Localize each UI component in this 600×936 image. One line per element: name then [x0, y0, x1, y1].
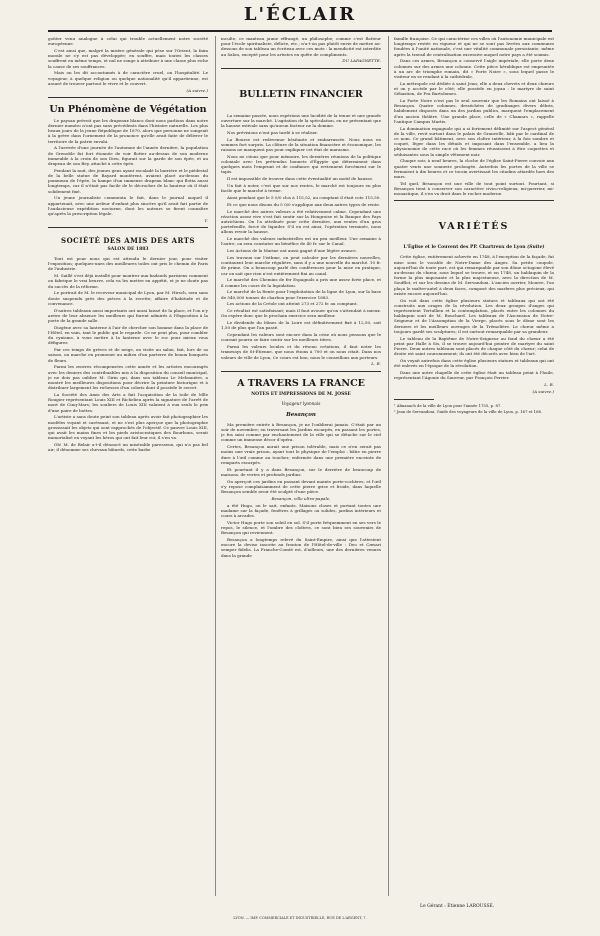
- paragraph: Il est impossible de trouver dans cette éventualité un motif de hausse.: [227, 176, 374, 182]
- paragraph: Tout est pour nous qui est attendu le dernier jour, pour visiter l'exposition; quelques-unes des meilleures toiles ont pris le chemin de Paris de l'industrie.: [48, 256, 208, 272]
- divider: [48, 227, 208, 228]
- paragraph: C'est ainsi que, malgré la misère générale qui pèse sur l'Orient, la faim morale ne s'y est pas développée; en souffre, mais toutes les classes souffrent en même temps, et nul ne songe à attribuer à une classe plus riche la cause de ses souffrances.: [48, 48, 208, 69]
- paragraph: Le marché des autres valeurs a été relativement calme. Cependant une réaction assez vive s'est fait sentir sur la Hongroise et la Banque des Pays autrichiens. On l'a attribuée pour cette dernière, aux ventes d'un gros portefeuille, forcé de liquider. S'il en est ainsi, l'opération terminée, nous allons revoir la hausse.: [221, 208, 381, 235]
- section-title-text: L'Église et le Couvent des PP. Chartreux de Lyon: [403, 245, 526, 251]
- paragraph: Les Actions de la Marine ont aussi gagné d'une légère avance.: [227, 248, 357, 254]
- section-note: (Suite): [527, 245, 545, 251]
- article-title: A TRAVERS LA FRANCE: [237, 377, 365, 389]
- article-title: VARIÉTÉS: [438, 221, 510, 233]
- article-subtitle: NOTES ET IMPRESSIONS DE M. JOSSE: [251, 391, 351, 397]
- paragraph: Parmi les valeurs locales et du réseau créations, il faut noter les tramways de St-Étienne, que nous étions à 700 et on nous citait. Dans nos valeurs de ville de Lyon, Ce cours est bon, nous le conseillons aux porteurs.: [221, 344, 381, 360]
- column-2: [221, 36, 381, 896]
- signature: DU LAPAGNETTE.: [342, 58, 381, 64]
- paragraph: inculte, ce manteau jaune effrangé, un philosophe; comme c'est flatteur pour l'école spiritualiste, délicte, etc.; n'a-t-on pas plutôt envie de mettre au-dessous de son tableau un écriteau avec ces mots : la mendicité est interdite au Salon, excepté pour les artistes en quête de compliments.: [221, 36, 381, 57]
- paragraph: Le portrait de M. le receveur municipal de Lyon, par M. Hirsch, sera sans doute suspendu près des pièces à la recette; affaire d'habitude et de convenance.: [48, 290, 208, 306]
- paragraph: Par ces temps de grèves et de neige, on visite au salon, fait, lors de sa saison, on marche en promener au milieu d'un parterre de beaux bouquets de fleurs.: [48, 347, 208, 363]
- paragraph: Un fait à noter, c'est que sur nos rentes, le marché est toujours en plus facile que le marché à terme.: [221, 183, 381, 194]
- gerant-line: Le Gérant : Étienne LAROUSSE.: [420, 904, 495, 909]
- paragraph: Nos prévisions n'ont pas tardé à se réaliser.: [227, 129, 318, 135]
- paragraph: Le tableau de la Baptême de Notre-Seigneur au fond du chœur a été peint par Halle à Sis, il se trouve aujourd'hui peintre de martyre du saint Pierre. Deux autres tableaux sont placés de chaque côté du chœur; celui de droite est saint couronnement; ils ont été décorés avec bien de l'art.: [394, 335, 554, 357]
- paragraph: La Porte Noire n'est pas le seul souvenir que les Romains ont laissé à Besançon. Quatre colonnes, desséchées de gradinages divers débris, habilement disposés dans un des jardins publics, marquent l'emplacement d'un ancien théâtre. Une grande place, celle de « Chamars », rappelle l'antique Campus Martis.: [394, 98, 554, 124]
- paragraph: Victor Hugo porte son soleil en sol. S'il porte fréquemment en ses vers le repos, le silence, et l'ombre des cloîtres, ce sont bien ses souvenirs de Besançon qui reviennent.: [221, 519, 381, 536]
- paragraph: Parmi les œuvres récompensées cette année et les artistes encouragés avec les deniers des contribuables mis à la disposition du conseil municipal, je ne dois pas oublier M. Girin qui, dans son tableau Le Melonnière, a montré les meilleures dispositions pour décrire la peinture historique et à distribuer largement les richesses d'un coloris dont il possède le secret.: [48, 364, 208, 391]
- paragraph: Un jeune journaliste commenta le fait, dans le journal auquel il appartenait, avec une ardeur d'enfant plus sincère qu'il avait fait partie de l'audacieuse expédition nocturne, dont les auteurs se firent connaître qu'après la prescription légale.: [48, 195, 208, 217]
- paragraph-centered: Besançon, ville ultra-papale,: [271, 495, 331, 501]
- divider: [221, 68, 381, 69]
- article-subtitle: SALON DE 1883: [107, 247, 149, 253]
- paragraph: Ma première entrée à Besançon, je ne l'oublierai jamais. C'était par un soir de novembre; en traversant les Jardins escarpés, en passant les portes, je fus saisi comme par enchantement de la ville qui se détache sur le ciel comme un immense décor d'opéra.: [221, 421, 381, 443]
- paragraph: Cependant les valeurs sont encore dans la crise où nous pensons que le courant pourra se faire sentir sur les meilleurs titres.: [221, 332, 381, 343]
- paragraph: Le marché des Chemins de fer Espagnols a pris une assez forte place, et il comme les cours de la liquidation.: [221, 277, 381, 288]
- paragraph: La métropole est dédiée à saint Jean; elle a deux chevets et deux chœurs et on y accède par le côté; elle possède en joyau : le martyre de saint Sébastien, de Fra Bartolomeo.: [394, 80, 554, 97]
- paragraph: Ce résultat est satisfaisant; mais il faut avouer qu'on s'attendait à mieux. On espère donc que le prochain exercice sera meilleur.: [221, 308, 381, 319]
- column-1: [48, 36, 208, 896]
- paragraph: goûter venu analogue à celui qui trouble actuellement notre société européenne.: [48, 36, 208, 47]
- section-title: [394, 245, 554, 251]
- signature: (A suivre.): [186, 87, 208, 93]
- paragraph: Cette église, entièrement achevée en 1748, à l'exception de la façade, fut mise sous le vocable de Notre-Dame des Anges. Sa petite coupole, aujourd'hui de toute part, est qui remarquable par son dôme octogone élevé au-dessus du chœur, sous lequel se trouve, et en 1748, un baldaquin de la forme la plus imposante et la plus majestueuse, avec la direction de M. Soufflot, et sur les dessins de M. Servandoni. L'ancien ouvrier, Mourre, l'on plaça le maître-autel à deux faces, composé des marbres plus précieux, qui existe encore aujourd'hui.: [394, 254, 554, 296]
- article-byline: Voyageur lyonnais: [281, 400, 321, 406]
- paragraph: Le dividende du Mines de la Loire est définitivement fixé à 12,50, soit 1,50 de plus que l'an passé.: [221, 320, 381, 331]
- paragraph: La Société des Amis des Arts a fait l'acquisition de la toile de Mlle Rougier représentant Louis XIII et Richelieu après la signature de l'arrêt de mort de Cinq-Mars; les souliers de Louis XIII valaient à eux seuls le prix d'une paire de bottes.: [48, 392, 208, 413]
- section-title: Besançon: [286, 411, 316, 418]
- footnote-rule: [394, 399, 434, 400]
- paragraph: L'artiste a sans doute peint son tableau après avoir fait photographier les modèles voyant et caréssant, et ne s'est plus aperçue que la photographie grossissait les objets qui sont rapprochés de l'objectif. Ce pauvre Louis XIII, qui avait les mains fines et les pieds aristocratiques des Bourbons, serait immortalisé en voyant les héros qui ont fait leur roi; il s'en va.: [48, 414, 208, 441]
- column-separator: [215, 36, 216, 896]
- paragraph: Mais on les dit accoutumés à de caractère cruel, on l'hospitalité. Le voyageur, à quelque religion ou quelque nationalité qu'il appartienne, est assuré de trouver partout le vivre et le couvert.: [48, 70, 208, 86]
- paragraph: Diogène avec sa lanterne à l'air de chercher son homme dans la place de l'Hôtel, en vain, tant le public qui le regarde. Ce ne peut plus, pour combler du cynisme, à vous mettre à la lanterne avec le roc pour mieux vous défigurer.: [48, 324, 208, 346]
- divider: [394, 200, 554, 201]
- article-title: SOCIÉTÉ DES AMIS DES ARTS: [61, 236, 195, 246]
- paragraph: Et ce que nous disons du 5 0/0 s'applique aux deux autres types de rente.: [227, 201, 381, 207]
- signature: L. R.: [371, 361, 381, 367]
- article-title: Un Phénomène de Végétation: [49, 103, 207, 115]
- paragraph: La domination espagnole qui a si fortement délimité sur l'aspect général de la ville, revit surtout dans le palais de Granvelle, bâti par le cardinal de ce nom. Ce grand bâtiment, avec son cloître intérieur, à la fois sombre et coquet, lèger dans les détails et imposant dans l'ensemble, a lieu la physionomie de cette race où les femmes réussissent à être coquettes et séduisantes sous la simple vêtement noir.: [394, 125, 554, 157]
- column-3: [394, 36, 554, 896]
- paragraph: La Bourse est redevenue hésitante et embarrassée. Nous nous en sommes fort surpris. La clôture de la situation financière et économique, les raisons ne manquent pas pour expliquer cet état de marasme.: [221, 136, 381, 153]
- paragraph: Oh! M. de Belair a-t-il dénoncé un misérable paresseux, qui n'a pas bel air; il dénomme ses chevaux bâtards, cette barbe: [48, 442, 208, 453]
- paragraph: Besançon a longtemps relevé du Saint-Empire, ainsi que l'attestent encore la devise inscrite au fronton de l'Hôtel-de-ville : Deo et Cæsari semper fidelis. La Franche-Comté est, d'ailleurs, une des dernières venues dans la grande: [221, 537, 381, 558]
- paragraph: famille française. Ce qui caractérise ces villes où l'autonomie municipale est longtemps restée en vigueur et qui ne se sont pas livrées aux communes fondées à l'unité nationale, c'est une vitalité communale persistante, même après la travail de centralisation excessive auquel notre pays a été soumis.: [394, 36, 554, 57]
- paragraph: M. Saillé s'est déjà installé pour montrer aux badauds parisiens comment on fabrique le vrai beurre, cela va les mettre en appétit, et je ne doute pas du succès de la réforme.: [48, 273, 208, 289]
- divider: [48, 97, 208, 98]
- divider: [221, 371, 381, 372]
- paragraph: a été Hugo, on le sait, enfants. Maisons closes et portant toutes une madame sur la façade, fenêtres à grillages ou solides, jardins intérieurs et cours à arcades.: [221, 502, 381, 519]
- paragraph: Le marché des valeurs industrielles est un peu meilleur. Une semaine à l'autre, on sera constater un bénéfice de 40 fr. sur le Canal.: [221, 236, 381, 247]
- column-separator: [388, 36, 389, 896]
- paragraph: Les travaux sur l'isthme, on peut calculer par les dernières nouvelles, continuent leur marche régulière, sans il y a une nouvelle du marché. 10 fr. de prime. On a beaucoup parlé des conférences pour la mise en pratique, car on sait que rien n'est entièrement fini au canal.: [221, 255, 381, 276]
- signature: Y.: [204, 217, 208, 223]
- to-be-continued: (A suivre.): [532, 389, 554, 395]
- footnote: ¹ Almanach de la ville de Lyon pour l'année 1755, p. 87.: [394, 402, 502, 408]
- paragraph: A l'arrivée d'une journée de l'automne de l'année dernière, la population de Grenoble fut fort étonnée de voir flotter au-dessus de son moderne immeuble à la croix de son Dieu, figurait sur la garde de son épée, et au drapeau de son Bey, attaché à cette épée.: [48, 145, 208, 167]
- paragraph: Certes, Besançon aurait une prison tolérable, mais ce n'en serait pas moins une vraie prison, ayant tout le physique de l'emploi : bâtie en pierre dure à l'œil comme au toucher; enfermée dans une première enceinte de remparts escarpés.: [221, 444, 381, 465]
- paragraph: Ainsi pendant que le 5 0/0 clos à 115,52, au comptant il était cote 115,50.: [227, 195, 381, 201]
- masthead: L'ÉCLAIR: [243, 4, 357, 25]
- paragraph: Dans une autre chapelle de cette église était un tableau peint à l'huile, représentant l'Agonie du Sauveur, par François Perrier.: [394, 370, 554, 381]
- paragraph: La semaine passée, nous espérions une lucidité de la tenue et une grande ouverture sur la marché. L'agitation de la spéculation, en ne présentant que la hausse estivale sans qu'aucun facteur ne la domine.: [221, 112, 381, 129]
- paragraph: On aperçoit ces jardins en passant devant maints porte-cochères, et l'œil s'y repose complaisamment de cette pierre grise et froide, dans laquelle Besançon semble avoir été sculpté d'une pièce.: [221, 478, 381, 495]
- paragraph: On voit dans cette église plusieurs statues et tableaux qui ont été construits aux orages de la révolution. Les deux groupes d'anges qui représentent Tertullien et la contemplation, placés entre les colonnes du baldaquin sont de M. Bouchard. Les tableaux de l'Ascension de Notre-Seigneur et de l'Assomption de la Vierge, placés sous le dôme sont les derniers et les meilleurs ouvrages de la Trémolière. Le chœur même a toujours gardé ses sculptures; il est surtout remarquable par sa grandeur.: [394, 297, 554, 334]
- paragraph: Et pourtant il y a dans Besançon, sur le derrière de beaucoup de maisons, de vertes et profonds jardins.: [221, 466, 381, 477]
- paragraph: Le marché de la Rente pour l'exploitation de la ligne de Lyon, sur la base de 540,000 tonnes de charbon pour l'exercice 1883.: [221, 289, 381, 300]
- top-rule: [48, 30, 552, 32]
- paragraph: Dans ces armes, Besançon a conservé l'aigle impériale; elle porte deux colonnes sur des armes une colonne. Cette pièce héraldique est empruntée à un arc de triomphe romain, dit « Porte Noire », sous lequel passe le visiteur en se rendant à la cathédrale.: [394, 58, 554, 80]
- paragraph: Pendant la nuit, des jeunes gens ayant escaladé la barrière et le piédestal de la belle statue de Bayard montèrent, avaient placé au-dessus du pommeau de l'épée, la hampe d'un immense drapeau blanc qui flotta aussi longtemps, car il n'était pas facile de le décrocher de la hauteur où il était solidement fixé.: [48, 167, 208, 194]
- paragraph: On voyait autrefois dans cette église plusieurs statues et tableaux qui ont été enlevés en l'époque de la révolution.: [394, 358, 554, 369]
- signature: L. R.: [544, 382, 554, 388]
- paragraph: Les actions de la Créole ont atteint 273 et 272 fr. au comptant.: [227, 301, 358, 307]
- paragraph: D'autres tableaux aussi importants ont aussi laissé de la place, et l'on n'y arrive de leur absence les meilleurs qui furent admirés à l'Exposition à la porte de la grande salle.: [48, 307, 208, 324]
- paragraph: Chaque soir, à neuf heures, la cloche de l'église Saint-Pierre convoie aux quatre vents une sonnerie prolongée. Autrefois les portes de la ville se fermaient à dix heures et ce tocsin avertissait les citadins attardés hors des murs.: [394, 158, 554, 180]
- article-title: BULLETIN FINANCIER: [239, 88, 363, 100]
- paragraph: Le paysan prévoit que les drapeaux blancs dont nous parlions dans notre dernier numéro n'ont pas sans précédents dans l'histoire naturelle. Les plus beaux jours de la jeune République de 1870, alors que personne ne songeait à la grève dans l'ornement de la prononce qu'elle avait faite de délivrer le territoire de la patrie envahi.: [48, 117, 208, 144]
- printer-line: LYON. — IMP. COMMERCIALE ET INDUSTRIELLE, RUE DE L'ARGENT, 7.: [233, 916, 367, 920]
- paragraph: Tel quel, Besançon est une ville de tout point surtout. Pourtant, si Besançon tient à conserver son caractère civico-religieux, mi-guerrier, mi-monastique, il s'en va droit dans le rocher moderne.: [394, 180, 554, 197]
- footnote: ² Jean de Servandoni, Guide des voyageurs de la ville de Lyon, p. 167 et 168.: [394, 408, 543, 414]
- paragraph: Nous ne citons que pour mémoire, les dernières réunions de la politique coloniale avec les prétendus bonnets d'Égypte qui déterminent dans quelques mois l'emprunt et de confiance qui reviennent forcément sur le tapis.: [221, 153, 381, 175]
